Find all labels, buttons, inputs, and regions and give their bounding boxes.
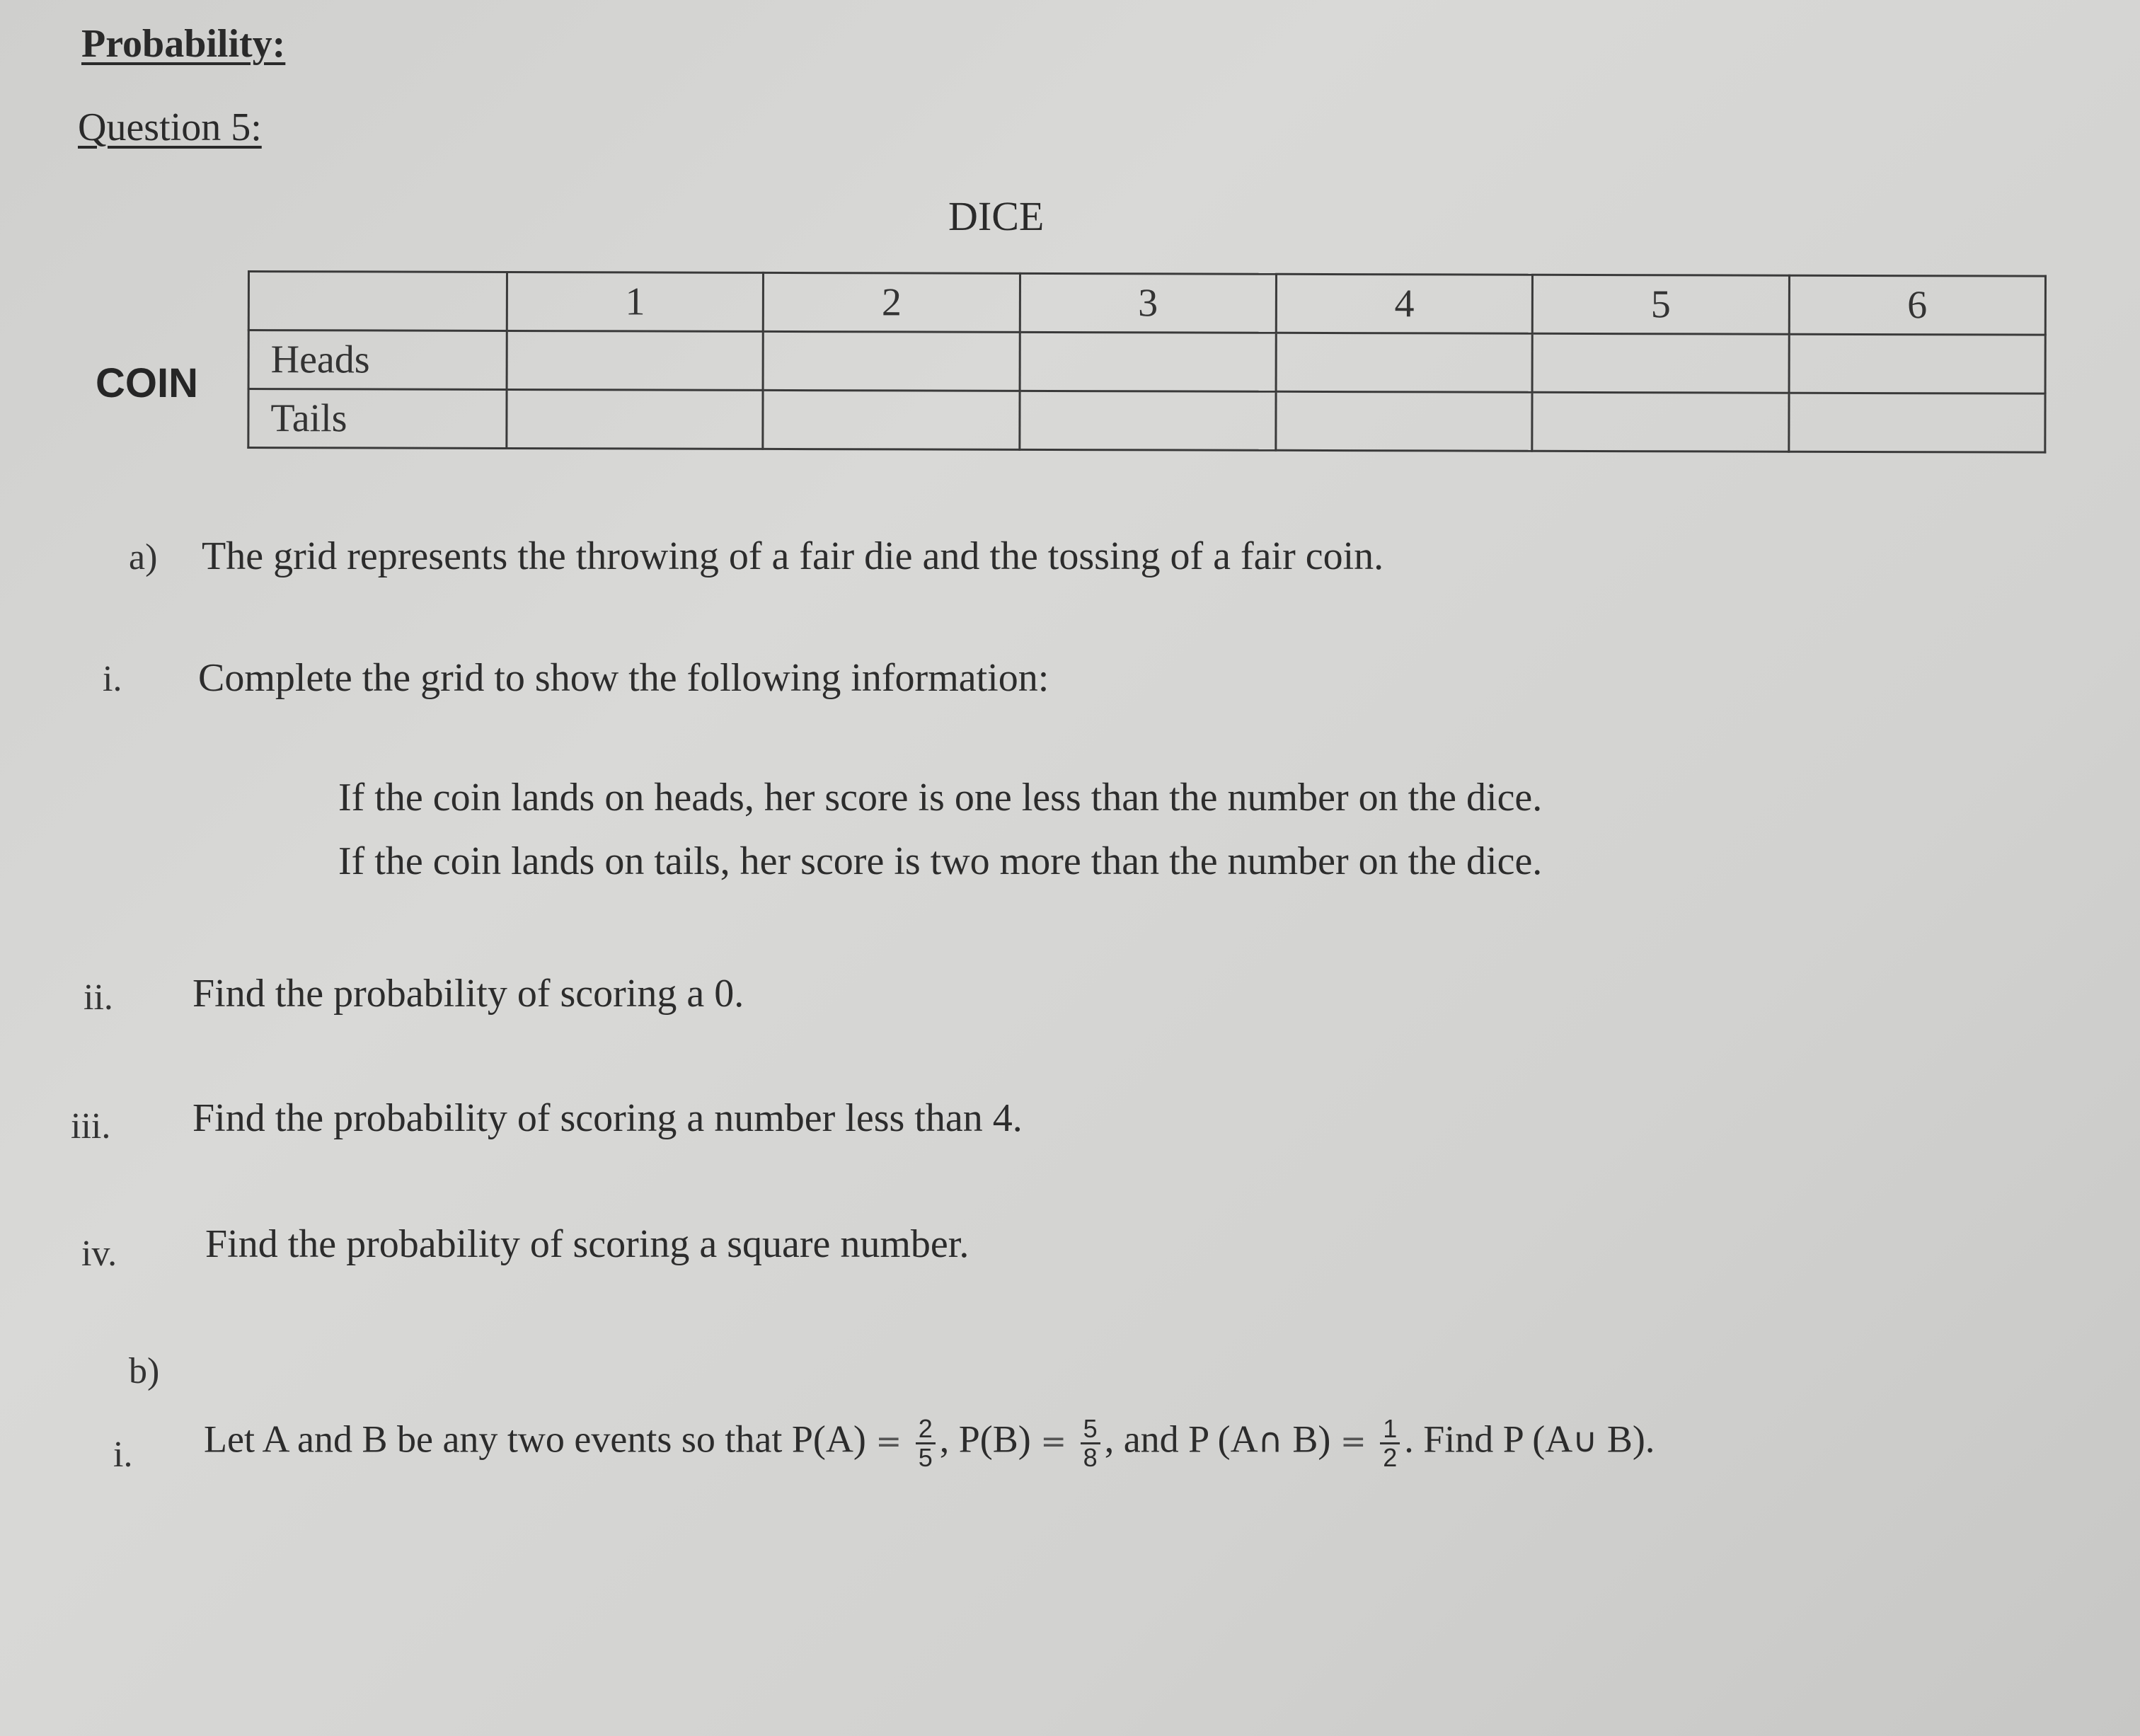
dice-column-1: 1 [507,272,764,331]
grid-cell-heads-6[interactable] [1789,334,2046,393]
intersection-symbol: ∩ [1258,1420,1283,1461]
part-b-label: b) [129,1351,160,1391]
question-heading: Question 5: [78,105,262,149]
part-a-label: a) [129,537,158,577]
grid-cell-heads-2[interactable] [763,331,1020,391]
item-i-text: Complete the grid to show the following information: [198,656,1049,700]
fraction-pa-denominator: 5 [918,1442,933,1472]
fraction-pb-denominator: 8 [1083,1442,1098,1472]
part-a-text: The grid represents the throwing of a fair die and the tossing of a fair coin. [202,534,1384,578]
grid-cell-heads-3[interactable] [1020,332,1277,391]
page-title: Probability: [81,22,286,66]
find-label: Find P (A [1423,1418,1573,1461]
dice-column-6: 6 [1789,275,2046,335]
part-b-text-start: Let A and B be any two events so that P(A) [204,1418,866,1461]
grid-cell-tails-6[interactable] [1788,393,2045,452]
fraction-pa-numerator: 2 [916,1415,936,1444]
item-iv-text: Find the probability of scoring a square number. [205,1222,970,1266]
item-iii-marker: iii. [71,1106,111,1146]
fraction-pa [916,1415,936,1471]
find-end: B). [1606,1418,1655,1461]
info-line-heads: If the coin lands on heads, her score is one less than the number on the dice. [338,776,1543,820]
and-label: and P (A [1123,1418,1258,1461]
outcome-grid [247,270,2047,454]
dice-column-4: 4 [1276,274,1533,333]
grid-row-tails [248,389,2045,453]
item-i-marker: i. [103,659,122,699]
grid-cell-tails-4[interactable] [1276,391,1533,451]
grid-corner-cell [248,272,507,331]
grid-cell-heads-1[interactable] [507,330,764,390]
row-label-tails: Tails [248,389,507,449]
row-label-heads: Heads [248,330,507,390]
grid-cell-tails-3[interactable] [1019,391,1276,450]
part-b-question: Let A and B be any two events so that P(A) = $\frac{2}{5}$ , P(B) = $\frac{5}{8}$ , and P (A∩ B) = $\frac{1}{2}$ . Find P (A∪ B). [204,1414,1655,1472]
coin-label: COIN [96,360,198,406]
info-line-tails: If the coin lands on tails, her score is two more than the number on the dice. [338,839,1543,883]
part-b-item-marker: i. [113,1435,133,1475]
dice-column-3: 3 [1020,273,1277,333]
item-iv-marker: iv. [81,1234,117,1274]
fraction-pab-denominator: 2 [1383,1442,1398,1472]
b-close: B) [1292,1418,1331,1461]
grid-cell-heads-5[interactable] [1532,333,1789,393]
union-symbol: ∪ [1572,1420,1598,1461]
dice-label: DICE [948,193,1045,239]
fraction-pab-numerator: 1 [1380,1415,1400,1444]
grid-cell-tails-5[interactable] [1532,392,1789,452]
grid-cell-tails-1[interactable] [507,389,764,449]
grid-cell-heads-4[interactable] [1276,333,1533,392]
fraction-pb [1081,1415,1100,1471]
item-ii-text: Find the probability of scoring a 0. [192,972,744,1016]
fraction-pab [1380,1415,1400,1471]
dice-column-2: 2 [764,272,1020,332]
pb-label: P(B) [958,1418,1031,1461]
item-iii-text: Find the probability of scoring a number less than 4. [192,1096,1023,1140]
grid-header-row [248,272,2045,335]
dice-column-5: 5 [1533,275,1790,334]
item-ii-marker: ii. [84,977,113,1018]
grid-cell-tails-2[interactable] [763,390,1020,449]
grid-row-heads [248,330,2045,394]
fraction-pb-numerator: 5 [1081,1415,1100,1444]
